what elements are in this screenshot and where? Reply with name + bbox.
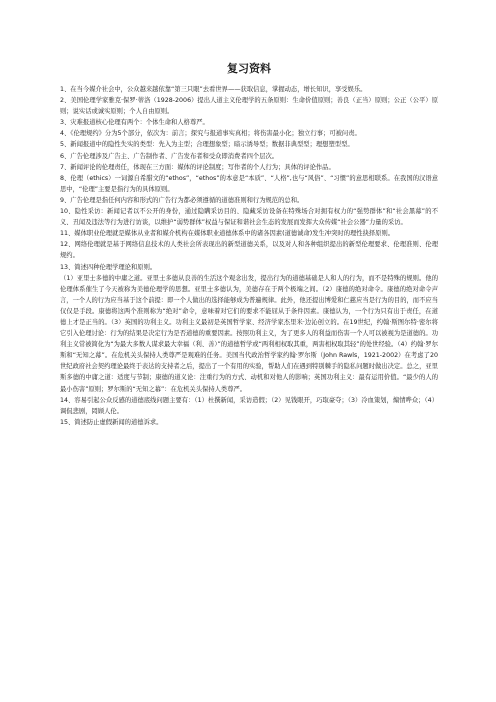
paragraph-8: 8、伦理（ethics）一词源自希腊文的“ethos”，“ethos”的本意是“本质”、“人格”,也与“风俗”、“习惯”的意思相联系。在我国的汉语意思中，“伦理”主要是指行为的具体原则。 [60, 174, 438, 193]
paragraph-6: 6、广告伦理涉及广告主、广告制作者、广告发布者和受众即消费者四个层次。 [60, 152, 279, 160]
paragraph-11: 11、媒体职业伦理就是媒体从业者和媒介机构在媒体职业道德体系中的诸各因素(道德诚命)发生冲突时的理性抉择原则。 [60, 230, 395, 238]
paragraph-13: 13、简述四种伦理学理论和原则。 [60, 263, 157, 271]
paragraph-5: 5、新闻报道中的隐性失实的类型：先入为主型；合理想象型；暗示诱导型；数据非典型型；理想塑型型。 [60, 141, 354, 149]
paragraph-14: 14、容易引起公众反感的道德底线问题主要有：（1）杜撰新闻，采访造假；（2）见钱眼开，巧取豪夺；（3）冷血策划，煽情哗众；（4）调侃悲剧，罔顾人伦。 [60, 396, 438, 415]
paragraph-10: 10、隐性采访：新闻记者以不公开的身份，通过隐瞒采访目的、隐藏采访设备在特殊场合对拥有权力的“强势群体”和“社会黑幕”的不义、丑闻及违法等行为进行访谈，以维护“弱势群体”权益与保证和谐社会生态的发展而发挥大众传媒“社会公器”力量的采访。 [60, 208, 438, 227]
document-title: 复习资料 [227, 62, 271, 75]
paragraph-13-body: （1）亚里士多德的中庸之道。亚里士多德从良善的生活这个观念出发，提出行为的道德基础是人和人的行为，而不是特殊的规则。他的伦理体系催生了今天被称为美德伦理学的思想。亚里士多德认为，美德存在于两个极端之间。（2）康德的绝对命令。康德的绝对命令声言，一个人的行为应当基于这个前提：即一个人做出的选择能够成为普遍规律。此外，他还提出博爱和仁慈应当是行为的目的，而不应当仅仅是手段。康德将这两个准则称为“绝对”命令，意味着对它们的要求不能屈从于条件因素。康德认为，一个行为只有出于责任，在道德上才是正当的。（3）英国的功利主义。功利主义最初是英国哲学家、经济学家杰里米·边沁创立的。在19世纪，约翰·斯图尔特·密尔将它引入伦理讨论：行为的结果是决定行为是否道德的重要因素。按照功利主义，为了更多人的利益而伤害一个人可以被视为是道德的。功利主义常被简化为“为最大多数人谋求最大幸福（利、善）”的道德哲学或“两利相权取其重，两害相权取其轻”的处世经验。（4）约翰·罗尔斯和“无知之幕”。在危机关头保持人类尊严是观难的任务。美国当代政治哲学家约翰·罗尔斯（John Rawls，1921-2002）在考虑了20世纪政府社会契约理论最终于表达的支持者之后，提出了一个有用的实验，帮助人们在遇到特别棘手的隐私问题时做出决定。总之，亚里斯多德的中庸之道：适度与节制；康德的道义论：注重行为的方式、动机和对他人的影响；英国功利主义：最有运用价值。“最少的人的最小伤害”原则；罗尔斯的“无知之幕”：在危机关头保持人类尊严。 [60, 274, 438, 393]
document-page [60, 62, 438, 428]
paragraph-2: 2、美国伦理学家雅克·保罗·蒂洛（1928-2006）提出人道主义伦理学的五条原则：生命价值原则；善良（正当）原则；公正（公平）原则；说实话或诚实原则；个人自由原则。 [60, 97, 438, 116]
paragraph-12: 12、网络伦理就是基于网络信息技术的人类社会所表现出的新型道德关系，以及对人和各种组织提出的新型伦理要求、伦理准则、伦理规约。 [60, 241, 438, 260]
paragraph-9: 9、广告伦理是指任何内容和形式的广告行为都必须遵循的道德准则和行为规范的总和。 [60, 196, 304, 204]
paragraph-4: 4、《伦理规约》分为5个部分，依次为：前言；探究与报道事实真相；将伤害最小化；独立行事；可被问责。 [60, 130, 361, 138]
paragraph-7: 7、新闻评论的伦理责任，体现在三方面：媒体的评论制度；写作者的个人行为；具体的评论作品。 [60, 163, 335, 171]
paragraph-1: 1、在当今媒介社会中，公众越来越依靠“第三只眼”去看世界——获取信息，掌握动态，增长知识，享受娱乐。 [60, 86, 367, 93]
paragraph-15: 15、简述防止虚假新闻的道德诉求。 [60, 418, 163, 426]
paragraph-3: 3、灾难报道核心伦理有两个：个体生命和人格尊严。 [60, 119, 209, 127]
